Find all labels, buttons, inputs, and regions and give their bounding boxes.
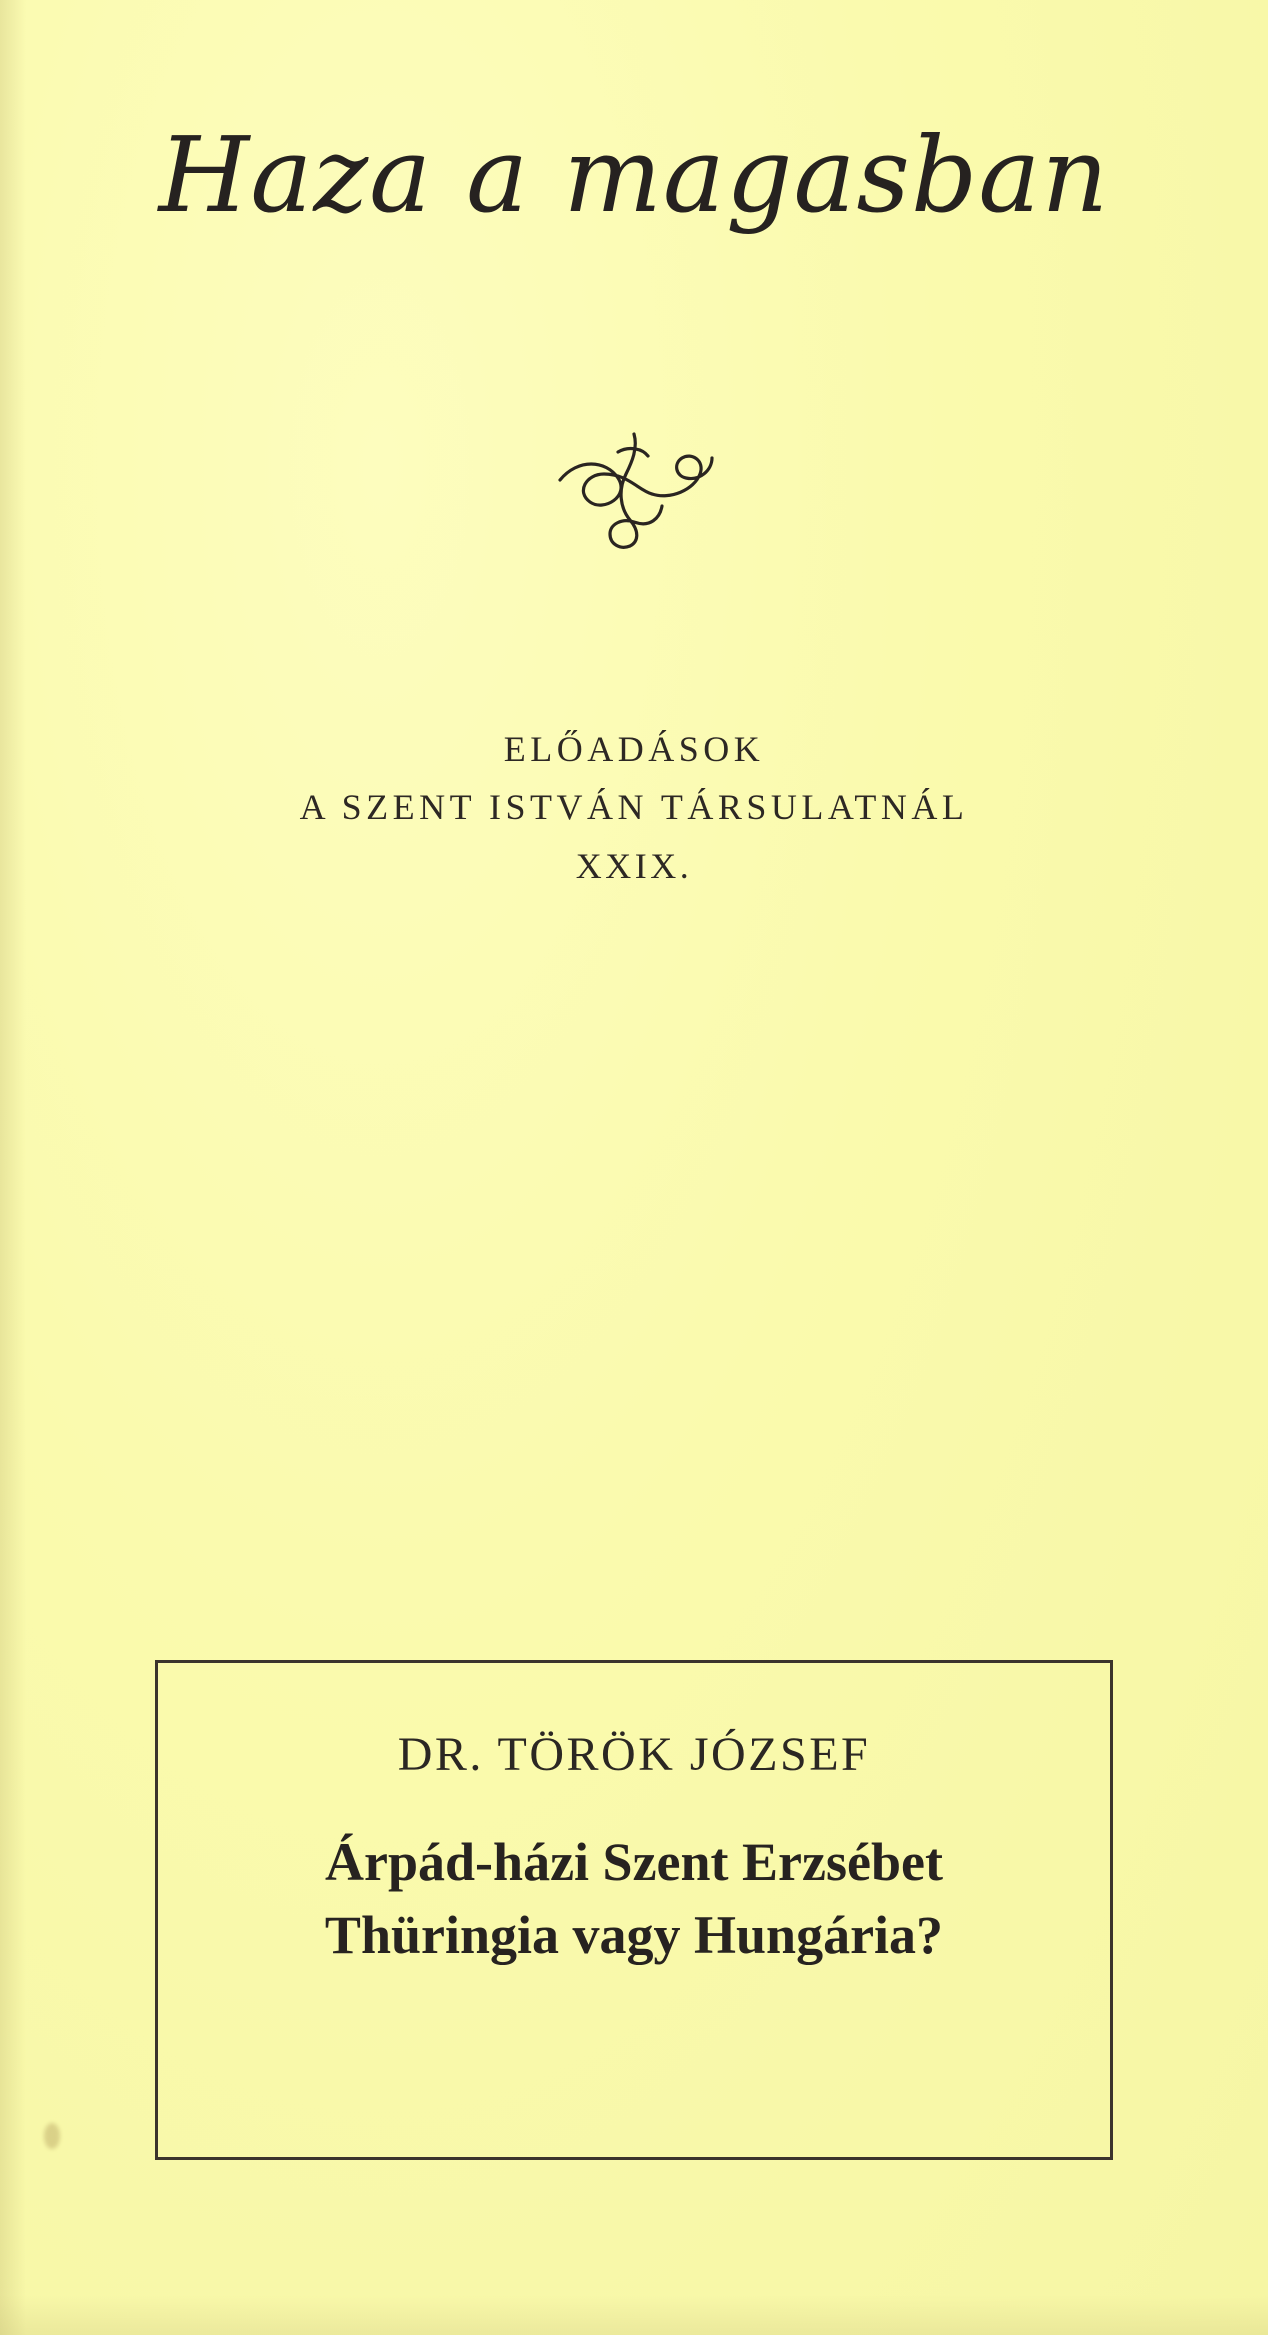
series-line-1: ELŐADÁSOK [503,729,765,769]
work-title [158,1826,1110,1973]
series-line-2: A SZENT ISTVÁN TÁRSULATNÁL [299,787,969,828]
series-info [0,720,1268,895]
calligraphic-flourish-ornament [0,418,1268,558]
work-title-line-2: Thüringia vagy Hungária? [324,1905,944,1966]
author-name: DR. TÖRÖK JÓZSEF [397,1728,871,1781]
title-frame [155,1660,1113,2160]
series-title: Haza a magasban [158,114,1110,236]
work-title-line-1: Árpád-házi Szent Erzsébet [325,1832,943,1892]
series-volume-number: XXIX. [575,845,693,886]
